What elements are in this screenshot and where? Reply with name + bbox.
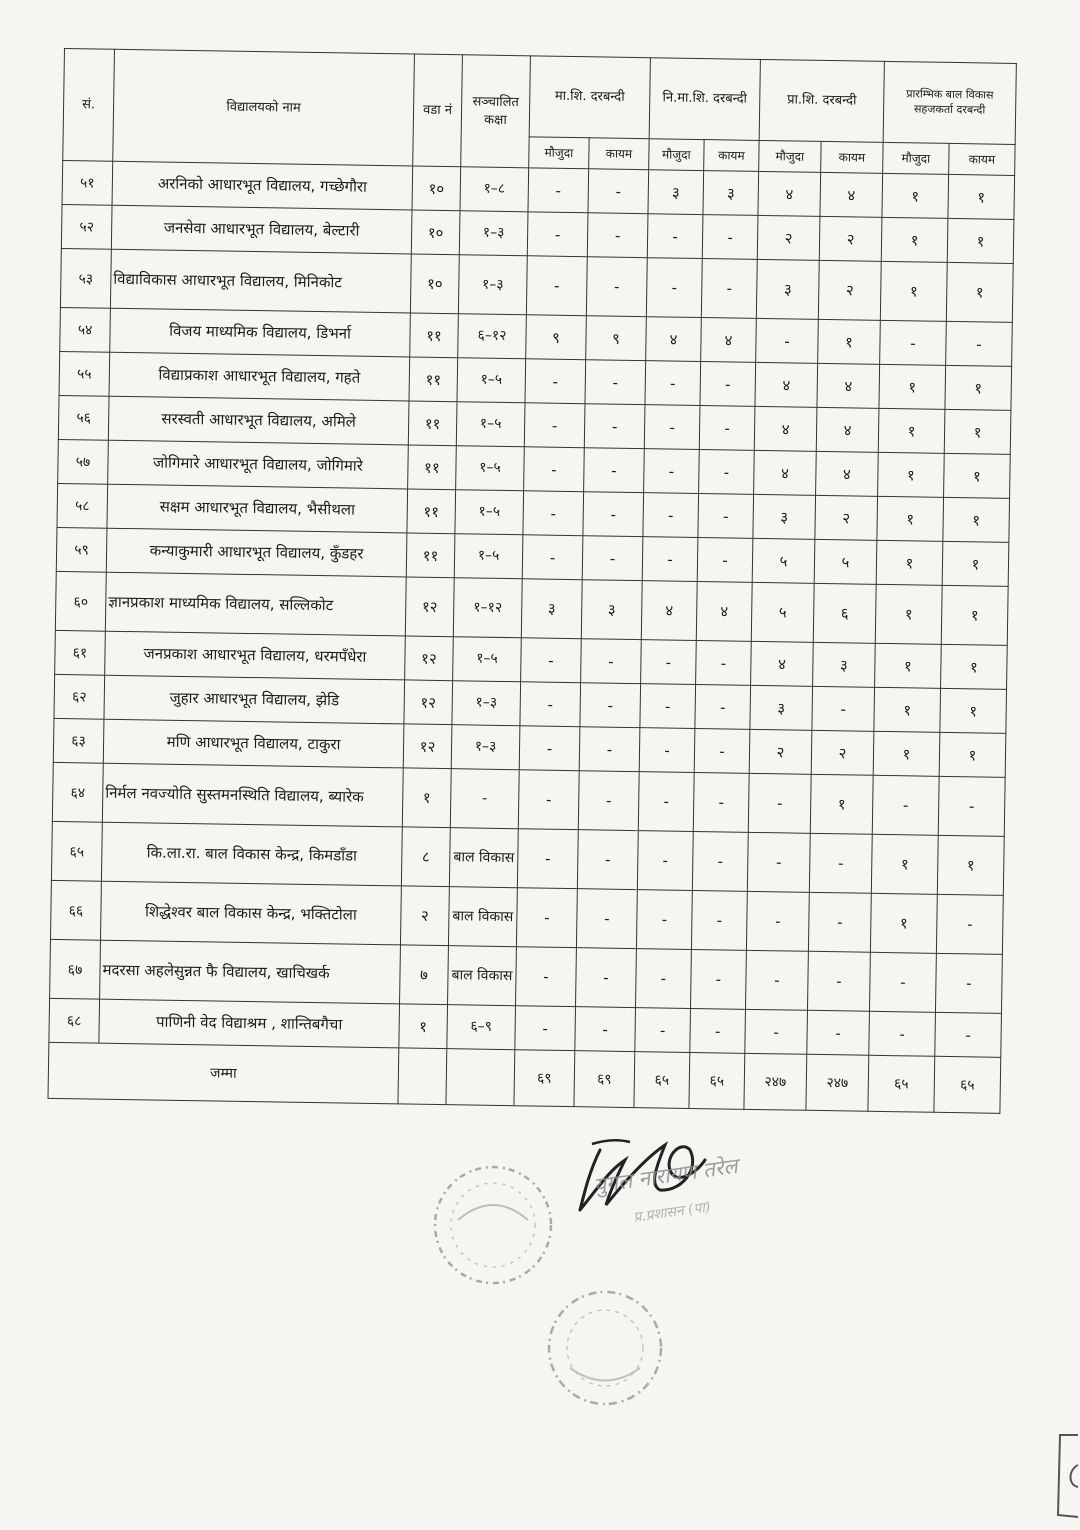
post-count-cell: ४ [816, 451, 879, 496]
post-count-cell: - [699, 450, 755, 495]
school-name-cell: विद्याप्रकाश आधारभूत विद्यालय, गहते [109, 352, 410, 401]
post-count-cell: ५ [752, 538, 815, 583]
post-count-cell: - [690, 949, 746, 1009]
post-count-cell: ३ [648, 170, 704, 215]
post-count-cell: - [643, 493, 699, 538]
post-count-cell: - [637, 831, 693, 891]
ward-cell: ११ [407, 489, 456, 534]
post-count-cell: २ [811, 730, 874, 775]
serial-number-cell: ६१ [55, 630, 106, 675]
post-count-cell: - [808, 892, 871, 952]
serial-number-cell: ५६ [58, 395, 109, 440]
post-count-cell: ४ [820, 172, 883, 217]
post-count-cell: ४ [754, 450, 817, 495]
post-count-cell: - [639, 728, 695, 773]
post-count-cell: १ [941, 644, 1008, 689]
post-count-cell: १ [943, 497, 1010, 542]
school-name-cell: कन्याकुमारी आधारभूत विद्यालय, कुँडहर [106, 528, 407, 577]
ward-cell: १२ [405, 636, 454, 681]
post-count-cell: १ [945, 365, 1012, 410]
post-count-cell: ५ [814, 539, 877, 584]
total-label: जम्मा [48, 1042, 399, 1103]
ward-cell: १ [399, 1004, 448, 1049]
classes-cell: १–३ [451, 725, 520, 770]
post-count-cell: १ [881, 217, 948, 262]
total-value-cell: ६९ [574, 1051, 635, 1108]
classes-cell: बाल विकास [448, 946, 517, 1006]
header-kayam: कायम [821, 141, 883, 173]
post-count-cell: - [526, 256, 587, 316]
serial-number-cell: ५५ [59, 351, 110, 396]
post-count-cell: - [694, 728, 750, 773]
post-count-cell: - [524, 447, 585, 492]
post-count-cell: २ [757, 215, 820, 260]
total-value-cell: ६९ [514, 1050, 575, 1107]
classes-cell: १–५ [456, 402, 525, 447]
post-count-cell: - [746, 891, 809, 951]
header-kayam: कायम [949, 143, 1015, 175]
post-count-cell: ३ [756, 259, 819, 319]
post-count-cell: ६ [813, 583, 876, 643]
ward-cell: १० [411, 210, 460, 255]
post-count-cell: - [515, 1006, 576, 1051]
post-count-cell: - [586, 257, 647, 317]
ward-cell: १ [402, 768, 451, 828]
post-count-cell: - [588, 169, 649, 214]
post-count-cell: - [935, 1012, 1002, 1057]
post-count-cell: - [641, 640, 697, 685]
ward-cell: ११ [406, 533, 455, 578]
post-count-cell: - [635, 1008, 691, 1053]
post-count-cell: ४ [696, 582, 752, 642]
post-count-cell: १ [878, 452, 945, 497]
post-count-cell: - [807, 1010, 870, 1055]
post-count-cell: ३ [813, 642, 876, 687]
post-count-cell: - [756, 318, 819, 363]
post-count-cell: - [809, 833, 872, 893]
page-edge-mark [1050, 1425, 1080, 1525]
serial-number-cell: ५१ [62, 160, 113, 205]
classes-cell: १–५ [455, 490, 524, 535]
post-count-cell: १ [946, 262, 1013, 322]
post-count-cell: १ [941, 585, 1008, 645]
post-count-cell: १ [880, 261, 947, 321]
school-name-cell: अरनिको आधारभूत विद्यालय, गच्छेगौरा [112, 161, 413, 210]
ward-cell: १२ [404, 680, 453, 725]
total-value-cell: ६५ [934, 1056, 1001, 1113]
post-count-cell: २ [815, 495, 878, 540]
post-count-cell: १ [879, 364, 946, 409]
school-name-cell: सक्षम आधारभूत विद्यालय, भैसीथला [107, 484, 408, 533]
serial-number-cell: ६५ [51, 821, 102, 881]
ward-cell: १२ [403, 724, 452, 769]
header-kayam: कायम [704, 140, 759, 172]
school-name-cell: विद्याविकास आधारभूत विद्यालय, मिनिकोट [110, 249, 411, 313]
post-count-cell: - [638, 772, 694, 832]
ward-cell: ११ [408, 445, 457, 490]
header-pra-shi: प्रा.शि. दरबन्दी [759, 59, 884, 142]
post-count-cell: ४ [641, 581, 697, 641]
post-count-cell: २ [819, 216, 882, 261]
signatory-name: युगल नारायण तरेल [592, 1153, 740, 1198]
school-name-cell: जुहार आधारभूत विद्यालय, झेडि [104, 675, 405, 724]
post-count-cell: - [690, 1008, 746, 1053]
post-count-cell: ९ [526, 315, 587, 360]
post-count-cell: - [524, 403, 585, 448]
post-count-cell: - [880, 320, 947, 365]
header-ward: वडा नं [413, 54, 463, 167]
post-count-cell: - [581, 639, 642, 684]
post-count-cell: १ [942, 541, 1009, 586]
serial-number-cell: ६४ [52, 762, 103, 822]
post-count-cell: १ [882, 173, 949, 218]
post-count-cell: - [635, 949, 691, 1009]
empty-cell [446, 1049, 515, 1106]
post-count-cell: - [522, 535, 583, 580]
post-count-cell: - [578, 771, 639, 831]
empty-cell [398, 1048, 447, 1105]
school-name-cell: जनसेवा आधारभूत विद्यालय, बेल्टारी [111, 205, 412, 254]
post-count-cell: - [697, 538, 753, 583]
post-count-cell: - [696, 641, 752, 686]
post-count-cell: - [872, 775, 939, 835]
post-count-cell: - [642, 537, 698, 582]
post-count-cell: - [585, 360, 646, 405]
post-count-cell: १ [870, 893, 937, 953]
office-seal-stamp [540, 1278, 670, 1418]
post-count-cell: १ [948, 174, 1015, 219]
classes-cell: १–३ [459, 211, 528, 256]
header-ma-shi: मा.शि. दरबन्दी [529, 56, 650, 139]
post-count-cell: - [579, 727, 640, 772]
classes-cell: १–३ [458, 255, 527, 315]
total-value-cell: ६५ [868, 1055, 935, 1112]
total-value-cell: ६५ [634, 1052, 690, 1109]
post-count-cell: १ [818, 319, 881, 364]
post-count-cell: १ [871, 834, 938, 894]
post-count-cell: - [946, 321, 1013, 366]
post-count-cell: ४ [646, 317, 702, 362]
post-count-cell: - [640, 684, 696, 729]
post-count-cell: ५ [751, 582, 814, 642]
post-count-cell: - [700, 362, 756, 407]
ward-cell: ११ [409, 357, 458, 402]
post-count-cell: - [519, 726, 580, 771]
total-value-cell: २४७ [744, 1053, 807, 1110]
serial-number-cell: ६३ [53, 718, 104, 763]
post-count-cell: १ [940, 688, 1007, 733]
post-count-cell: - [691, 890, 747, 950]
post-count-cell: - [582, 536, 643, 581]
signatory-title: प्र.प्रशासन (पा) [632, 1199, 712, 1226]
post-count-cell: - [702, 215, 758, 260]
classes-cell: १–८ [460, 167, 529, 212]
school-name-cell: जनप्रकाश आधारभूत विद्यालय, धरमपँधेरा [105, 631, 406, 680]
classes-cell: ६–९ [447, 1005, 516, 1050]
post-count-cell: - [644, 405, 700, 450]
post-count-cell: १ [810, 774, 873, 834]
serial-number-cell: ५२ [61, 204, 112, 249]
post-count-cell: - [518, 770, 579, 830]
ward-cell: ७ [400, 945, 449, 1005]
post-count-cell: - [576, 889, 637, 949]
post-count-cell: १ [944, 453, 1011, 498]
classes-cell: १–५ [453, 637, 522, 682]
school-name-cell: जोगिमारे आधारभूत विद्यालय, जोगिमारे [108, 440, 409, 489]
serial-number-cell: ६२ [54, 674, 105, 719]
header-maujuda: मौजुदा [883, 142, 949, 174]
post-count-cell: - [527, 212, 588, 257]
post-count-cell: १ [875, 584, 942, 644]
post-count-cell: - [938, 776, 1005, 836]
header-ecd: प्रारम्भिक बाल विकास सहजकर्ता दरबन्दी [883, 61, 1016, 144]
classes-cell: ६–१२ [458, 314, 527, 359]
school-name-cell: मदरसा अहलेसुन्नत फै विद्यालय, खाचिखर्क [100, 940, 401, 1004]
post-count-cell: ४ [751, 641, 814, 686]
post-count-cell: - [520, 682, 581, 727]
school-name-cell: निर्मल नवज्योति सुस्तमनस्थिति विद्यालय, ब्यारेक [102, 763, 403, 827]
post-count-cell: - [748, 773, 811, 833]
post-count-cell: १ [937, 835, 1004, 895]
ward-cell: १० [410, 254, 459, 314]
serial-number-cell: ६७ [50, 939, 101, 999]
post-count-cell: - [698, 494, 754, 539]
serial-number-cell: ५३ [60, 248, 111, 308]
post-count-cell: १ [875, 643, 942, 688]
post-count-cell: - [869, 1011, 936, 1056]
header-classes: सञ्चालित कक्षा [461, 55, 531, 168]
header-sn: सं. [63, 49, 115, 162]
post-count-cell: ३ [521, 579, 582, 639]
header-maujuda: मौजुदा [759, 140, 821, 172]
post-count-cell: - [812, 686, 875, 731]
post-count-cell: ४ [817, 363, 880, 408]
post-count-cell: - [576, 948, 637, 1008]
post-count-cell: - [935, 953, 1002, 1013]
total-value-cell: २४७ [806, 1054, 869, 1111]
post-count-cell: - [523, 491, 584, 536]
post-count-cell: ३ [703, 171, 759, 216]
post-count-cell: - [745, 950, 808, 1010]
post-count-cell: १ [876, 540, 943, 585]
total-value-cell: ६५ [689, 1052, 745, 1109]
post-count-cell: ४ [755, 362, 818, 407]
serial-number-cell: ५९ [56, 527, 107, 572]
post-count-cell: - [745, 1009, 808, 1054]
ward-cell: १० [412, 166, 461, 211]
post-count-cell: - [528, 168, 589, 213]
serial-number-cell: ६८ [49, 998, 100, 1043]
header-ni-ma-shi: नि.मा.शि. दरबन्दी [649, 58, 760, 141]
post-count-cell: ९ [586, 316, 647, 361]
school-name-cell: शिद्धेश्वर बाल विकास केन्द्र, भक्तिटोला [100, 881, 401, 945]
post-count-cell: - [516, 947, 577, 1007]
post-count-cell: ४ [758, 171, 821, 216]
school-name-cell: विजय माध्यमिक विद्यालय, डिभर्ना [110, 308, 411, 357]
classes-cell: १–५ [456, 446, 525, 491]
post-count-cell: - [517, 829, 578, 889]
post-count-cell: - [584, 404, 645, 449]
serial-number-cell: ५७ [58, 439, 109, 484]
school-name-cell: कि.ला.रा. बाल विकास केन्द्र, किमडाँडा [101, 822, 402, 886]
post-count-cell: - [647, 214, 703, 259]
post-count-cell: १ [877, 496, 944, 541]
post-count-cell: - [516, 888, 577, 948]
header-maujuda: मौजुदा [529, 137, 589, 169]
post-count-cell: - [699, 406, 755, 451]
school-name-cell: ज्ञानप्रकाश माध्यमिक विद्यालय, सल्लिकोट [105, 572, 406, 636]
post-count-cell: - [693, 772, 749, 832]
post-count-cell: - [583, 492, 644, 537]
header-school-name: विद्यालयको नाम [113, 49, 415, 166]
post-count-cell: १ [947, 218, 1014, 263]
classes-cell: १–५ [457, 358, 526, 403]
post-count-cell: - [636, 890, 692, 950]
header-maujuda: मौजुदा [649, 139, 704, 171]
post-count-cell: - [646, 258, 702, 318]
post-count-cell: १ [878, 408, 945, 453]
classes-cell: बाल विकास [448, 887, 517, 947]
school-name-cell: सरस्वती आधारभूत विद्यालय, अमिले [108, 396, 409, 445]
post-count-cell: - [587, 213, 648, 258]
post-count-cell: - [521, 638, 582, 683]
post-count-cell: ३ [753, 494, 816, 539]
ward-cell: ११ [410, 313, 459, 358]
classes-cell: - [450, 769, 519, 829]
post-count-cell: - [807, 951, 870, 1011]
post-count-cell: १ [939, 732, 1006, 777]
post-count-cell: ४ [816, 407, 879, 452]
serial-number-cell: ५४ [60, 307, 111, 352]
school-name-cell: पाणिनी वेद विद्याश्रम , शान्तिबगैचा [99, 999, 400, 1048]
serial-number-cell: ६० [55, 571, 106, 631]
ward-cell: ११ [408, 401, 457, 446]
school-name-cell: मणि आधारभूत विद्यालय, टाकुरा [103, 719, 404, 768]
post-count-cell: - [869, 952, 936, 1012]
post-count-cell: ४ [701, 318, 757, 363]
post-count-cell: २ [818, 260, 881, 320]
post-count-cell: - [692, 831, 748, 891]
post-count-cell: - [580, 683, 641, 728]
post-count-cell: १ [873, 731, 940, 776]
classes-cell: बाल विकास [449, 828, 518, 888]
classes-cell: १–३ [452, 681, 521, 726]
post-count-cell: ४ [754, 406, 817, 451]
serial-number-cell: ६६ [50, 880, 101, 940]
post-count-cell: - [644, 449, 700, 494]
post-count-cell: १ [944, 409, 1011, 454]
post-count-cell: - [525, 359, 586, 404]
post-count-cell: १ [874, 687, 941, 732]
ward-cell: २ [400, 886, 449, 946]
post-count-cell: - [747, 832, 810, 892]
post-count-cell: २ [749, 729, 812, 774]
post-count-cell: - [584, 448, 645, 493]
post-count-cell: ३ [581, 580, 642, 640]
post-count-cell: ३ [750, 685, 813, 730]
header-kayam: कायम [589, 138, 649, 170]
staffing-table [47, 48, 1016, 1114]
post-count-cell: - [695, 684, 751, 729]
serial-number-cell: ५८ [57, 483, 108, 528]
post-count-cell: - [701, 259, 757, 319]
classes-cell: १–५ [454, 534, 523, 579]
office-seal-stamp [418, 1160, 568, 1290]
classes-cell: १–१२ [453, 578, 522, 638]
post-count-cell: - [936, 894, 1003, 954]
ward-cell: ८ [401, 827, 450, 887]
post-count-cell: - [575, 1007, 636, 1052]
post-count-cell: - [645, 361, 701, 406]
post-count-cell: - [577, 830, 638, 890]
ward-cell: १२ [405, 577, 454, 637]
